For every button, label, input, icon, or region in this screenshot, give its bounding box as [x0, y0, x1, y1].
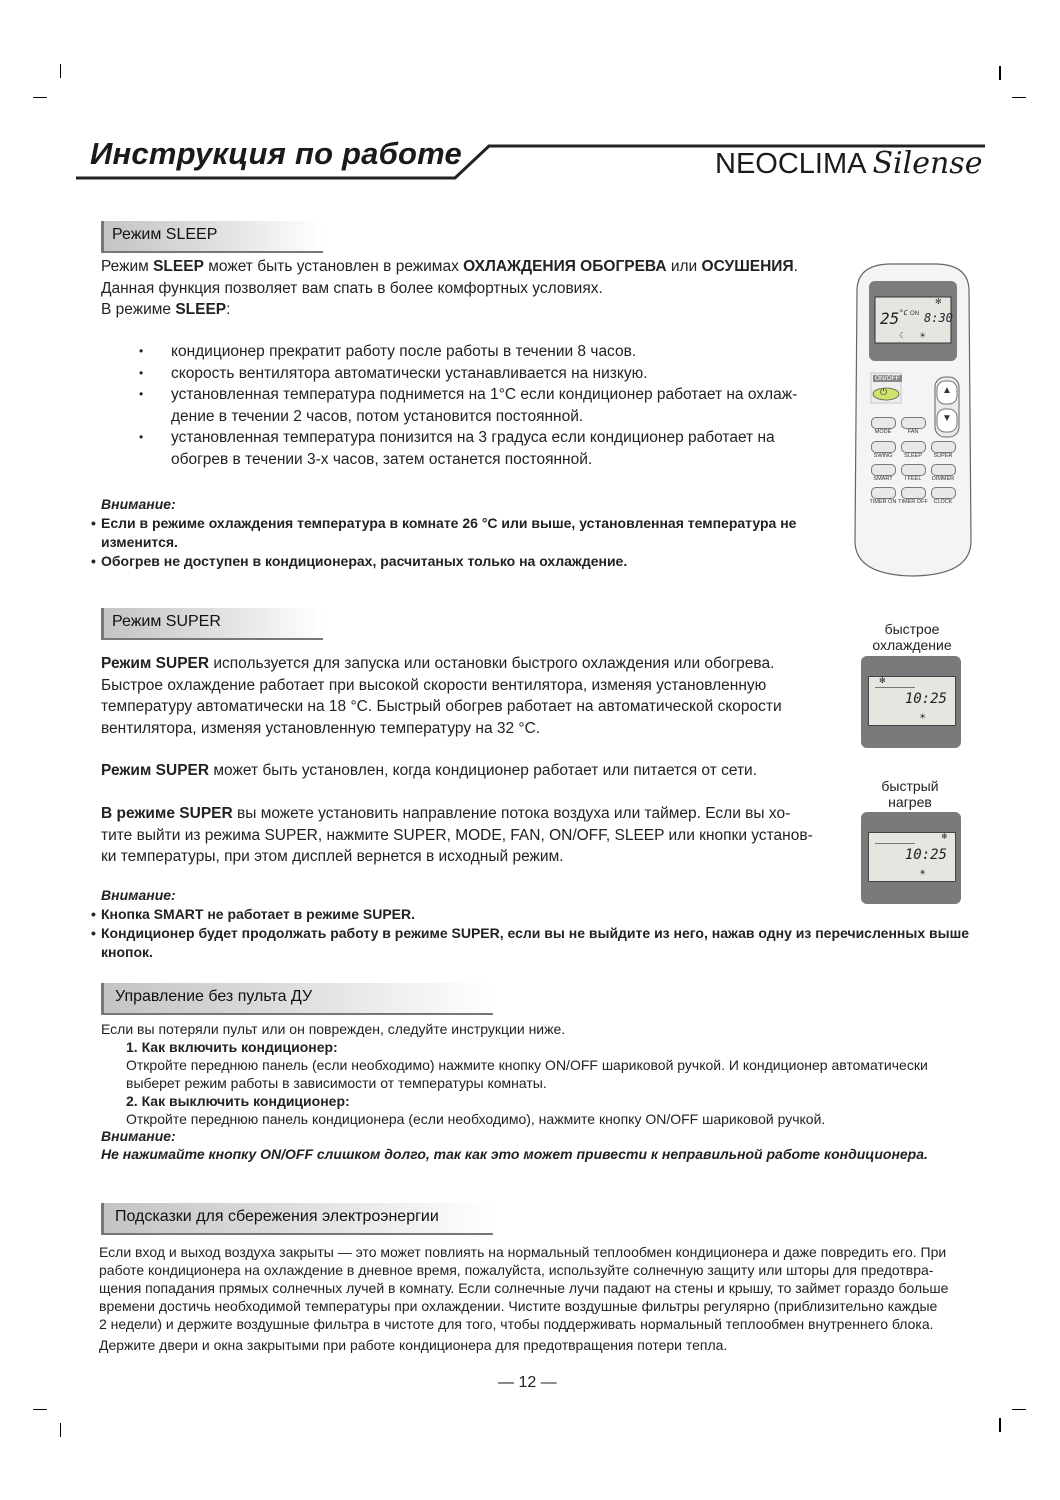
remote-button-label: SMART	[873, 476, 893, 482]
energy-paragraph-2: Держите двери и окна закрытыми при работе кондиционера для предотвращения потери тепла.	[99, 1337, 728, 1353]
onoff-label: ON/OFF	[875, 375, 900, 382]
sun-icon: ☀	[919, 712, 927, 721]
remote-temp-unit: °C	[899, 309, 908, 317]
manual-step2-title: 2. Как выключить кондиционер:	[126, 1093, 350, 1109]
remote-time: 8:30	[924, 311, 953, 325]
remote-button-label: SWING	[873, 453, 893, 459]
temp-down-button[interactable]: ▼	[942, 413, 952, 424]
manual-intro: Если вы потеряли пульт или он поврежден, следуйте инструкции ниже.	[101, 1021, 566, 1037]
note-item: • Если в режиме охлаждения температура в комнате 26 °С или выше, установленная температура не изменится.	[91, 514, 831, 552]
crop-mark	[33, 1409, 47, 1410]
super-paragraph-2	[101, 760, 841, 782]
lcd-line	[875, 687, 915, 688]
sleep-heading: Режим SLEEP	[101, 221, 323, 251]
super-p2-text: может быть установлен, когда кондиционер работает или питается от сети.	[209, 762, 758, 779]
remote-button[interactable]	[871, 464, 896, 476]
remote-control	[849, 261, 977, 577]
list-item: • кондиционер прекратит работу после работы в течении 8 часов.	[101, 341, 841, 363]
cool-display	[861, 656, 961, 748]
manual-step1-text: Откройте переднюю панель (если необходимо) нажмите кнопку ON/OFF шариковой ручкой. И кондиционер автоматически выберет режим работы в зависимости от температуры комнаты.	[126, 1057, 928, 1091]
crop-mark	[999, 1418, 1001, 1432]
remote-button[interactable]	[931, 464, 956, 476]
remote-button-label: MODE	[874, 429, 892, 435]
remote-button-label: I FEEL	[904, 476, 922, 482]
sleep-intro-line	[101, 278, 831, 300]
super-note-title: Внимание:	[101, 887, 176, 903]
heat-display	[861, 812, 961, 904]
note-item: • Кнопка SMART не работает в режиме SUPER.	[91, 905, 991, 924]
sleep-intro-line	[101, 299, 831, 321]
fan-icon: ✻	[935, 297, 942, 306]
manual-note-text: Не нажимайте кнопку ON/OFF слишком долго, так как это может привести к неправильной работе кондиционера.	[101, 1146, 928, 1162]
crop-mark	[60, 1423, 61, 1437]
energy-heading: Подсказки для сбережения электроэнергии	[101, 1203, 493, 1233]
remote-button-label: SLEEP	[904, 453, 922, 459]
remote-button[interactable]	[901, 441, 926, 453]
remote-button-label: TIMER ON	[869, 499, 897, 505]
sleep-intro	[101, 256, 831, 321]
note-item: • Кондиционер будет продолжать работу в режиме SUPER, если вы не выйдите из него, нажав одну из перечисленных выше кнопок.	[91, 924, 991, 962]
super-p1-text: используется для запуска или остановки быстрого охлаждения или обогрева. Быстрое охлаждение работает при высокой скорости вентилятора, изменяя установленную температуру автоматически на 18 °С. Быстрый обогрев работает на автоматической скорости вентилятора, изменяя установленную температуру на 32 °С.	[101, 655, 782, 737]
list-item: • установленная температура понизится на 3 градуса если кондиционер работает на обогрев в течении 3-х часов, затем останется постоянной.	[101, 427, 841, 470]
brand-name: NEOCLIMA	[715, 148, 867, 180]
sleep-note-title: Внимание:	[101, 496, 176, 512]
bold-term: ОХЛАЖДЕНИЯ ОБОГРЕВА	[463, 258, 667, 275]
text-run: .	[793, 258, 798, 275]
text-run: Режим	[101, 258, 154, 275]
remote-button-label: SUPER	[933, 453, 953, 459]
bold-term: ОСУШЕНИЯ	[701, 258, 794, 275]
text-run: или	[666, 258, 702, 275]
remote-button[interactable]	[871, 487, 896, 499]
super-p3-lead: В режиме SUPER	[101, 805, 233, 822]
moon-icon: ☾	[899, 331, 907, 340]
super-p2-lead: Режим SUPER	[101, 762, 210, 779]
remote-button-label: CLOCK	[933, 499, 953, 505]
remote-button[interactable]	[871, 441, 896, 453]
sleep-intro-line	[101, 256, 831, 278]
heat-caption: быстрый нагрев	[881, 778, 939, 810]
cool-caption: быстрое охлаждение	[872, 621, 952, 653]
heat-display-screen	[868, 832, 956, 882]
snow-icon: ❄	[941, 832, 948, 841]
super-p1-lead: Режим SUPER	[101, 655, 210, 672]
power-button-icon[interactable]: ⏻	[880, 387, 888, 397]
energy-paragraph-1: Если вход и выход воздуха закрыты — это может повлиять на нормальный теплообмен кондиционера и даже повредить его. При работе кондиционера на охлаждение в дневное время, пожалуйста, используйте солнечную защиту или шторы для предотвра- щения попадания прямых солнечных лучей в комнату. Если солнечные лучи падают на стены и крышу, то займет гораздо больше времени достичь необходимой температуры при охлаждении. Чистите воздушные фильтры регулярно (приблизительно каждые 2 недели) и держите воздушные фильтра в чистоте для того, чтобы поддерживать нормальный теплообмен внутреннего блока.	[99, 1244, 949, 1332]
text-run: может быть установлен в режимах	[203, 258, 464, 275]
brand-logo	[715, 146, 982, 181]
remote-button[interactable]	[901, 417, 926, 429]
cool-display-screen	[868, 676, 956, 726]
text-run: Данная функция позволяет вам спать в более комфортных условиях.	[101, 279, 603, 297]
crop-mark	[1012, 1409, 1026, 1410]
note-item: • Обогрев не доступен в кондиционерах, расчитаных только на охлаждение.	[91, 552, 831, 571]
super-heading: Режим SUPER	[101, 608, 323, 638]
remote-button[interactable]	[931, 441, 956, 453]
sleep-notes	[91, 514, 831, 571]
super-paragraph-3	[101, 803, 841, 868]
remote-button[interactable]	[901, 487, 926, 499]
remote-button[interactable]	[871, 417, 896, 429]
sleep-bullets	[101, 341, 841, 470]
page-title: Инструкция по работе	[90, 136, 462, 171]
sun-icon: ☀	[919, 868, 927, 877]
remote-on-mark: ON	[910, 311, 919, 317]
remote-temp-value: 25	[880, 309, 900, 328]
text-run: В режиме	[101, 301, 176, 318]
super-p3-text: вы можете установить направление потока воздуха или таймер. Если вы хо- тите выйти из режима SUPER, нажмите SUPER, MODE, FAN, ON/OFF, SLEEP или кнопки установ- ки температуры, при этом дисплей вернется в исходный режим.	[101, 805, 813, 865]
remote-button-label: TIMER OFF	[898, 499, 928, 505]
bold-term: SLEEP	[175, 301, 227, 318]
text-run: :	[226, 301, 231, 318]
page-number: — 12 —	[498, 1374, 557, 1391]
manual-step1-title: 1. Как включить кондиционер:	[126, 1039, 338, 1055]
remote-button[interactable]	[901, 464, 926, 476]
cool-time: 10:25	[904, 691, 947, 707]
remote-button-label: DIMMER	[931, 476, 955, 482]
model-name: Silense	[872, 146, 983, 181]
temp-up-button[interactable]: ▲	[942, 385, 952, 396]
super-notes	[91, 905, 991, 962]
list-item: • установленная температура поднимется на 1°С если кондиционер работает на охлаж- дение в течении 2 часов, потом установится постоянной.	[101, 384, 841, 427]
sun-icon: ☀	[919, 331, 927, 340]
list-item: • скорость вентилятора автоматически устанавливается на низкую.	[101, 363, 841, 385]
lcd-line	[875, 843, 915, 844]
remote-button[interactable]	[931, 487, 956, 499]
manual-step2-text: Откройте переднюю панель кондиционера (если необходимо), нажмите кнопку ON/OFF шариковой ручкой.	[126, 1111, 826, 1127]
manual-heading: Управление без пульта ДУ	[101, 983, 493, 1013]
manual-note-title: Внимание:	[101, 1128, 176, 1144]
bold-term: SLEEP	[153, 258, 204, 275]
remote-temp	[880, 309, 908, 328]
remote-button-label: FAN	[907, 429, 919, 435]
super-paragraph-1	[101, 653, 841, 739]
fan-icon: ✻	[879, 676, 886, 685]
heat-time: 10:25	[904, 847, 947, 863]
